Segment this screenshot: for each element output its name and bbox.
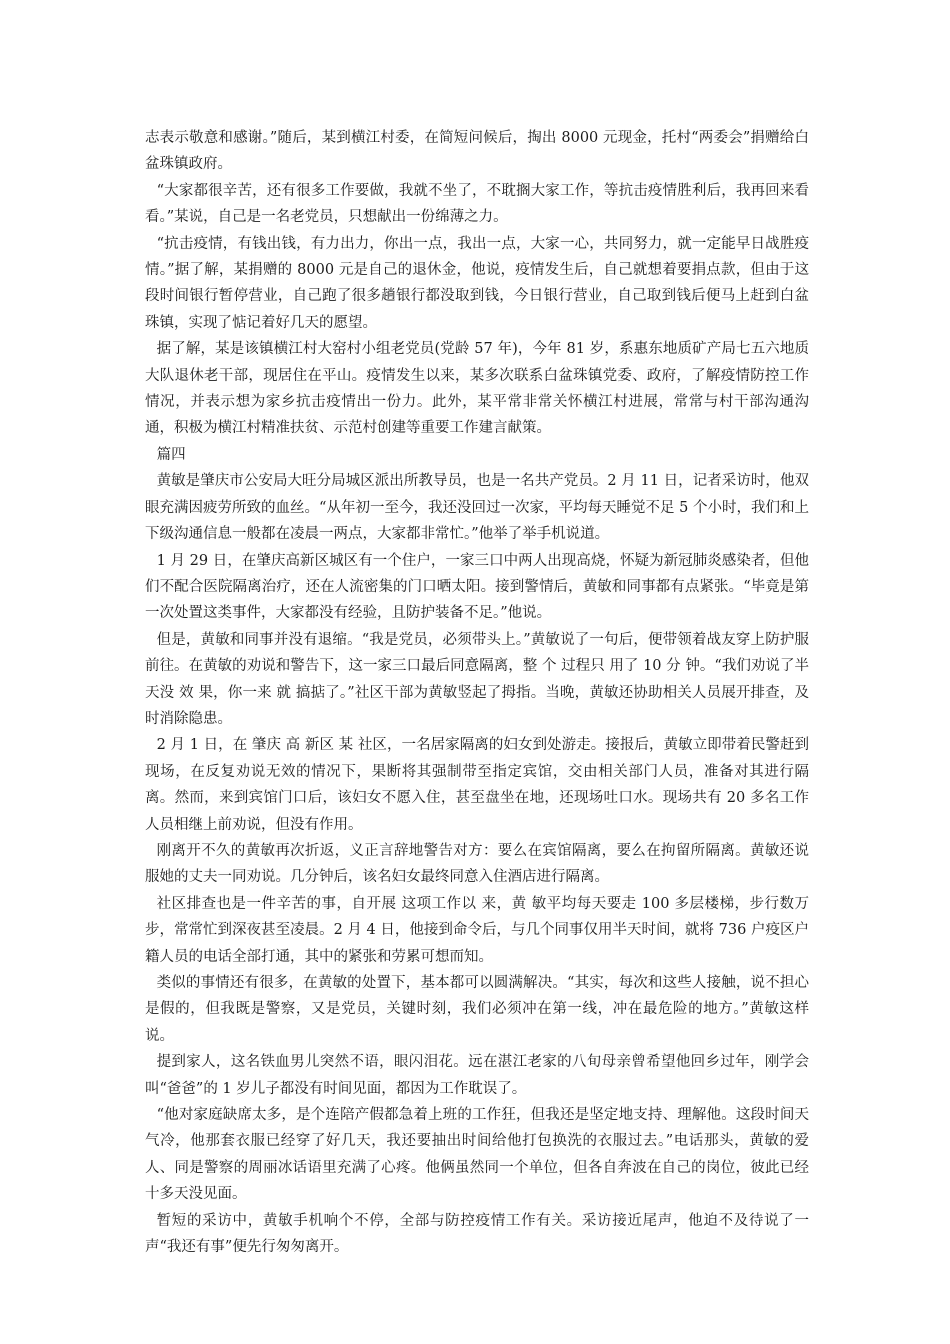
section-heading: 篇四 <box>156 446 186 463</box>
paragraph-2: “大家都很辛苦，还有很多工作要做，我就不坐了，不耽搁大家工作，等抗击疫情胜利后，我再回来看看。”某说，自己是一名老党员，只想献出一份绵薄之力。 <box>145 182 809 226</box>
paragraph-7: 但是，黄敏和同事并没有退缩。“我是党员，必须带头上。”黄敏说了一句后，便带领着战友穿上防护服前往。在黄敏的劝说和警告下，这一家三口最后同意隔离，整 个 过程只 用了 10 分 钟。“我们劝说了半天没 效 果，你一来 就 搞掂了。”社区干部为黄敏竖起了拇指。当晚，黄敏还协助相关人员展开排查，及时消除隐患。 <box>145 631 809 727</box>
paragraph-1: 志表示敬意和感谢。”随后，某到横江村委，在简短问候后，掏出 8000 元现金，托村“两委会”捐赠给白盆珠镇政府。 <box>145 130 809 173</box>
paragraph-10: 社区排查也是一件辛苦的事，自开展 这项工作以 来，黄 敏平均每天要走 100 多层楼梯，步行数万步，常常忙到深夜甚至凌晨。2 月 4 日，他接到命令后，与几个同事仅用半天时间，就将 736 户疫区户籍人员的电话全部打通，其中的紧张和劳累可想而知。 <box>145 895 809 965</box>
paragraph-6: 1 月 29 日，在肇庆高新区城区有一个住户，一家三口中两人出现高烧，怀疑为新冠肺炎感染者，但他们不配合医院隔离治疗，还在人流密集的门口晒太阳。接到警情后，黄敏和同事都有点紧张。“毕竟是第一次处置这类事件，大家都没有经验，且防护装备不足。”他说。 <box>145 552 809 622</box>
paragraph-14: 暂短的采访中，黄敏手机响个不停，全部与防控疫情工作有关。采访接近尾声，他迫不及待说了一声“我还有事”便先行匆匆离开。 <box>145 1212 809 1256</box>
document-page <box>145 125 809 1260</box>
paragraph-12: 提到家人，这名铁血男儿突然不语，眼闪泪花。远在湛江老家的八旬母亲曾希望他回乡过年，刚学会叫“爸爸”的 1 岁儿子都没有时间见面，都因为工作耽误了。 <box>145 1054 809 1097</box>
paragraph-4: 据了解，某是该镇横江村大窑村小组老党员(党龄 57 年)，今年 81 岁，系惠东地质矿产局七五六地质大队退休老干部，现居住在平山。疫情发生以来，某多次联系白盆珠镇党委、政府，了解疫情防控工作情况，并表示想为家乡抗击疫情出一份力。此外，某平常非常关怀横江村进展，常常与村干部沟通沟通，积极为横江村精准扶贫、示范村创建等重要工作建言献策。 <box>145 341 809 437</box>
paragraph-13: “他对家庭缺席太多，是个连陪产假都急着上班的工作狂，但我还是坚定地支持、理解他。这段时间天气冷，他那套衣服已经穿了好几天，我还要抽出时间给他打包换洗的衣服过去。”电话那头，黄敏的爱人、同是警察的周丽冰话语里充满了心疼。他俩虽然同一个单位，但各自奔波在自己的岗位，彼此已经十多天没见面。 <box>145 1107 809 1203</box>
paragraph-11: 类似的事情还有很多，在黄敏的处置下，基本都可以圆满解决。“其实，每次和这些人接触，说不担心是假的，但我既是警察，又是党员，关键时刻，我们必须冲在第一线，冲在最危险的地方。”黄敏这样说。 <box>145 975 809 1044</box>
paragraph-5: 黄敏是肇庆市公安局大旺分局城区派出所教导员，也是一名共产党员。2 月 11 日，记者采访时，他双眼充满因疲劳所致的血丝。“从年初一至今，我还没回过一次家，平均每天睡觉不足 5 个小时，我们和上下级沟通信息一般都在凌晨一两点，大家都非常忙。”他举了举手机说道。 <box>145 473 809 543</box>
paragraph-3: “抗击疫情，有钱出钱，有力出力，你出一点，我出一点，大家一心，共同努力，就一定能早日战胜疫情。”据了解，某捐赠的 8000 元是自己的退休金，他说，疫情发生后，自己就想着要捐点款，但由于这段时间银行暂停营业，自己跑了很多趟银行都没取到钱，今日银行营业，自己取到钱后便马上赶到白盆珠镇，实现了惦记着好几天的愿望。 <box>145 235 809 331</box>
paragraph-9: 刚离开不久的黄敏再次折返，义正言辞地警告对方：要么在宾馆隔离，要么在拘留所隔离。黄敏还说服她的丈夫一同劝说。几分钟后，该名妇女最终同意入住酒店进行隔离。 <box>145 842 809 886</box>
paragraph-8: 2 月 1 日，在 肇庆 高 新区 某 社区，一名居家隔离的妇女到处游走。接报后，黄敏立即带着民警赶到现场，在反复劝说无效的情况下，果断将其强制带至指定宾馆，交由相关部门人员，准备对其进行隔离。然而，来到宾馆门口后，该妇女不愿入住，甚至盘坐在地，还现场吐口水。现场共有 20 多名工作人员相继上前劝说，但没有作用。 <box>145 737 809 833</box>
